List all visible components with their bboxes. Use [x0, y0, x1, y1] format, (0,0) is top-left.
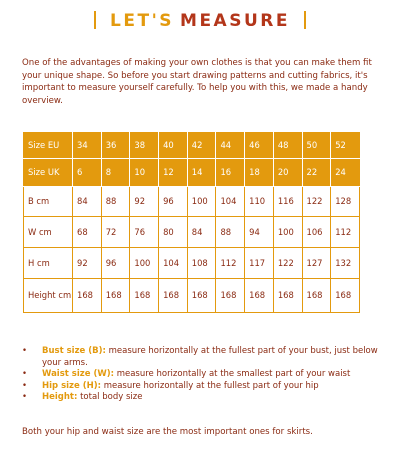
bullet-icon: •: [22, 369, 28, 380]
table-cell: 36: [101, 133, 130, 159]
table-cell: 16: [216, 159, 245, 187]
table-cell: 40: [159, 133, 188, 159]
table-cell: 122: [302, 187, 331, 217]
title-right-bar: [304, 11, 306, 29]
intro-paragraph: One of the advantages of making your own clothes is that you can make them fit your unique shape. So before you start drawing patterns and cutting fabrics, it's important to measure yourself carefully. To help you with this, we made a handy overview.: [22, 58, 372, 106]
table-cell: 116: [273, 187, 302, 217]
table-cell: 110: [245, 187, 274, 217]
table-cell: 88: [216, 217, 245, 248]
measure-description: measure horizontally at the smallest part of your waist: [116, 369, 351, 380]
row-label: Size UK: [24, 159, 73, 187]
table-row-bust: [24, 187, 360, 217]
table-cell: 38: [130, 133, 159, 159]
table-cell: 76: [130, 217, 159, 248]
title-part-measure: MEASURE: [180, 11, 290, 31]
table-cell: 96: [101, 248, 130, 279]
table-cell: 168: [130, 279, 159, 313]
table-cell: 44: [216, 133, 245, 159]
table-cell: 84: [187, 217, 216, 248]
table-cell: 10: [130, 159, 159, 187]
row-label: W cm: [24, 217, 73, 248]
table-cell: 18: [245, 159, 274, 187]
table-cell: 6: [73, 159, 102, 187]
table-cell: 84: [73, 187, 102, 217]
table-cell: 168: [101, 279, 130, 313]
table-cell: 92: [73, 248, 102, 279]
table-cell: 168: [73, 279, 102, 313]
footer-note: Both your hip and waist size are the most important ones for skirts.: [22, 427, 313, 437]
table-cell: 168: [273, 279, 302, 313]
table-cell: 112: [331, 217, 360, 248]
measure-description: measure horizontally at the fullest part of your bust, just below your arms.: [42, 346, 378, 368]
list-item: [22, 369, 378, 381]
table-cell: 80: [159, 217, 188, 248]
measure-term: Bust size (B):: [42, 346, 106, 356]
table-cell: 22: [302, 159, 331, 187]
row-label: Height cm: [24, 279, 73, 313]
bullet-icon: •: [22, 392, 28, 403]
table-row-height: [24, 279, 360, 313]
table-cell: 168: [187, 279, 216, 313]
table-cell: 127: [302, 248, 331, 279]
measure-term: Hip size (H):: [42, 380, 101, 391]
measurement-guide-list: [22, 346, 378, 404]
table-row-size-uk: [24, 159, 360, 187]
table-cell: 128: [331, 187, 360, 217]
table-cell: 48: [273, 133, 302, 159]
table-cell: 168: [159, 279, 188, 313]
table-cell: 100: [273, 217, 302, 248]
bullet-icon: •: [22, 380, 28, 391]
table-cell: 46: [245, 133, 274, 159]
table-cell: 24: [331, 159, 360, 187]
page-title: [0, 10, 400, 32]
table-cell: 104: [216, 187, 245, 217]
title-left-bar: [94, 11, 96, 29]
table-cell: 112: [216, 248, 245, 279]
table-row-size-eu: [24, 133, 360, 159]
measure-term: Waist size (W):: [42, 369, 114, 380]
table-cell: 108: [187, 248, 216, 279]
row-label: H cm: [24, 248, 73, 279]
measure-term: Height:: [42, 392, 78, 403]
table-cell: 122: [273, 248, 302, 279]
table-cell: 106: [302, 217, 331, 248]
table-cell: 88: [101, 187, 130, 217]
table-cell: 34: [73, 133, 102, 159]
table-cell: 117: [245, 248, 274, 279]
table-cell: 8: [101, 159, 130, 187]
table-cell: 42: [187, 133, 216, 159]
table-cell: 168: [302, 279, 331, 313]
table-row-hip: [24, 248, 360, 279]
table-cell: 104: [159, 248, 188, 279]
table-cell: 100: [130, 248, 159, 279]
measure-description: measure horizontally at the fullest part of your hip: [103, 380, 319, 391]
bullet-icon: •: [22, 346, 28, 356]
list-item: [22, 381, 378, 393]
list-item: [22, 392, 378, 404]
table-cell: 68: [73, 217, 102, 248]
table-cell: 100: [187, 187, 216, 217]
measure-description: total body size: [80, 392, 143, 403]
table-cell: 50: [302, 133, 331, 159]
row-label: Size EU: [24, 133, 73, 159]
table-cell: 20: [273, 159, 302, 187]
table-cell: 12: [159, 159, 188, 187]
row-label: B cm: [24, 187, 73, 217]
size-table: [23, 132, 360, 313]
table-cell: 72: [101, 217, 130, 248]
table-cell: 96: [159, 187, 188, 217]
table-cell: 14: [187, 159, 216, 187]
table-cell: 92: [130, 187, 159, 217]
table-row-waist: [24, 217, 360, 248]
table-cell: 168: [216, 279, 245, 313]
table-cell: 52: [331, 133, 360, 159]
table-cell: 132: [331, 248, 360, 279]
table-cell: 168: [331, 279, 360, 313]
list-item: [22, 346, 378, 369]
title-part-lets: LET'S: [110, 11, 175, 31]
table-cell: 168: [245, 279, 274, 313]
table-cell: 94: [245, 217, 274, 248]
